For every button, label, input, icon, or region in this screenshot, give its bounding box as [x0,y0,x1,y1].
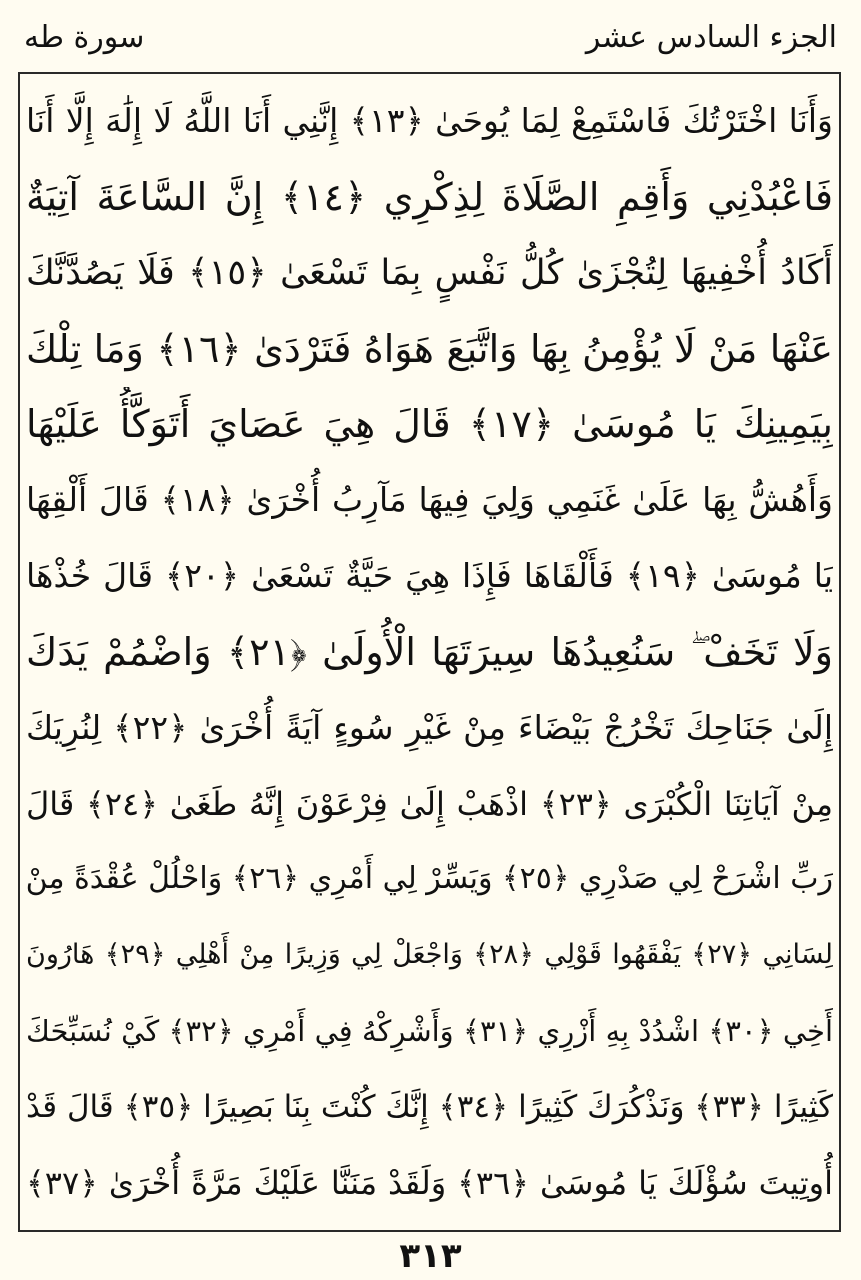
verse-line: وَأَنَا اخْتَرْتُكَ فَاسْتَمِعْ لِمَا يُوحَىٰ ﴿١٣﴾ إِنَّنِي أَنَا اللَّهُ لَا إِلَٰهَ إِلَّا أَنَا [26,101,833,140]
surah-title: سورة طه [24,20,145,55]
verse-line: كَثِيرًا ﴿٣٣﴾ وَنَذْكُرَكَ كَثِيرًا ﴿٣٤﴾ إِنَّكَ كُنْتَ بِنَا بَصِيرًا ﴿٣٥﴾ قَالَ قَدْ [26,1088,833,1125]
verse-line: مِنْ آيَاتِنَا الْكُبْرَى ﴿٢٣﴾ اذْهَبْ إِلَىٰ فِرْعَوْنَ إِنَّهُ طَغَىٰ ﴿٢٤﴾ قَالَ [26,784,833,823]
verse-lines [26,84,833,1220]
page-header [20,14,841,64]
verse-line: أَكَادُ أُخْفِيهَا لِتُجْزَىٰ كُلُّ نَفْسٍ بِمَا تَسْعَىٰ ﴿١٥﴾ فَلَا يَصُدَّنَّكَ [26,252,833,293]
verse-line: عَنْهَا مَنْ لَا يُؤْمِنُ بِهَا وَاتَّبَعَ هَوَاهُ فَتَرْدَىٰ ﴿١٦﴾ وَمَا تِلْكَ [26,326,833,371]
verse-line: رَبِّ اشْرَحْ لِي صَدْرِي ﴿٢٥﴾ وَيَسِّرْ لِي أَمْرِي ﴿٢٦﴾ وَاحْلُلْ عُقْدَةً مِنْ [26,861,833,897]
page-number: ٣١٣ [399,1236,462,1276]
juz-title: الجزء السادس عشر [585,20,837,55]
verse-line: يَا مُوسَىٰ ﴿١٩﴾ فَأَلْقَاهَا فَإِذَا هِيَ حَيَّةٌ تَسْعَىٰ ﴿٢٠﴾ قَالَ خُذْهَا [26,556,833,596]
text-frame [18,72,841,1232]
verse-line: أُوتِيتَ سُؤْلَكَ يَا مُوسَىٰ ﴿٣٦﴾ وَلَقَدْ مَنَنَّا عَلَيْكَ مَرَّةً أُخْرَىٰ ﴿٣٧﴾ [26,1163,833,1202]
verse-line: بِيَمِينِكَ يَا مُوسَىٰ ﴿١٧﴾ قَالَ هِيَ عَصَايَ أَتَوَكَّأُ عَلَيْهَا [26,402,833,447]
verse-line: فَاعْبُدْنِي وَأَقِمِ الصَّلَاةَ لِذِكْرِي ﴿١٤﴾ إِنَّ السَّاعَةَ آتِيَةٌ [26,174,833,219]
verse-line: وَلَا تَخَفْ ۖ سَنُعِيدُهَا سِيرَتَهَا الْأُولَىٰ ﴿٢١﴾ وَاضْمُمْ يَدَكَ [26,629,833,674]
verse-line: أَخِي ﴿٣٠﴾ اشْدُدْ بِهِ أَزْرِي ﴿٣١﴾ وَأَشْرِكْهُ فِي أَمْرِي ﴿٣٢﴾ كَيْ نُسَبِّحَكَ [26,1014,833,1049]
verse-line: لِسَانِي ﴿٢٧﴾ يَفْقَهُوا قَوْلِي ﴿٢٨﴾ وَاجْعَلْ لِي وَزِيرًا مِنْ أَهْلِي ﴿٢٩﴾ هَارُونَ [26,939,833,971]
verse-line: وَأَهُشُّ بِهَا عَلَىٰ غَنَمِي وَلِيَ فِيهَا مَآرِبُ أُخْرَىٰ ﴿١٨﴾ قَالَ أَلْقِهَا [26,480,833,520]
verse-line: إِلَىٰ جَنَاحِكَ تَخْرُجْ بَيْضَاءَ مِنْ غَيْرِ سُوءٍ آيَةً أُخْرَىٰ ﴿٢٢﴾ لِنُرِيَكَ [26,707,833,747]
